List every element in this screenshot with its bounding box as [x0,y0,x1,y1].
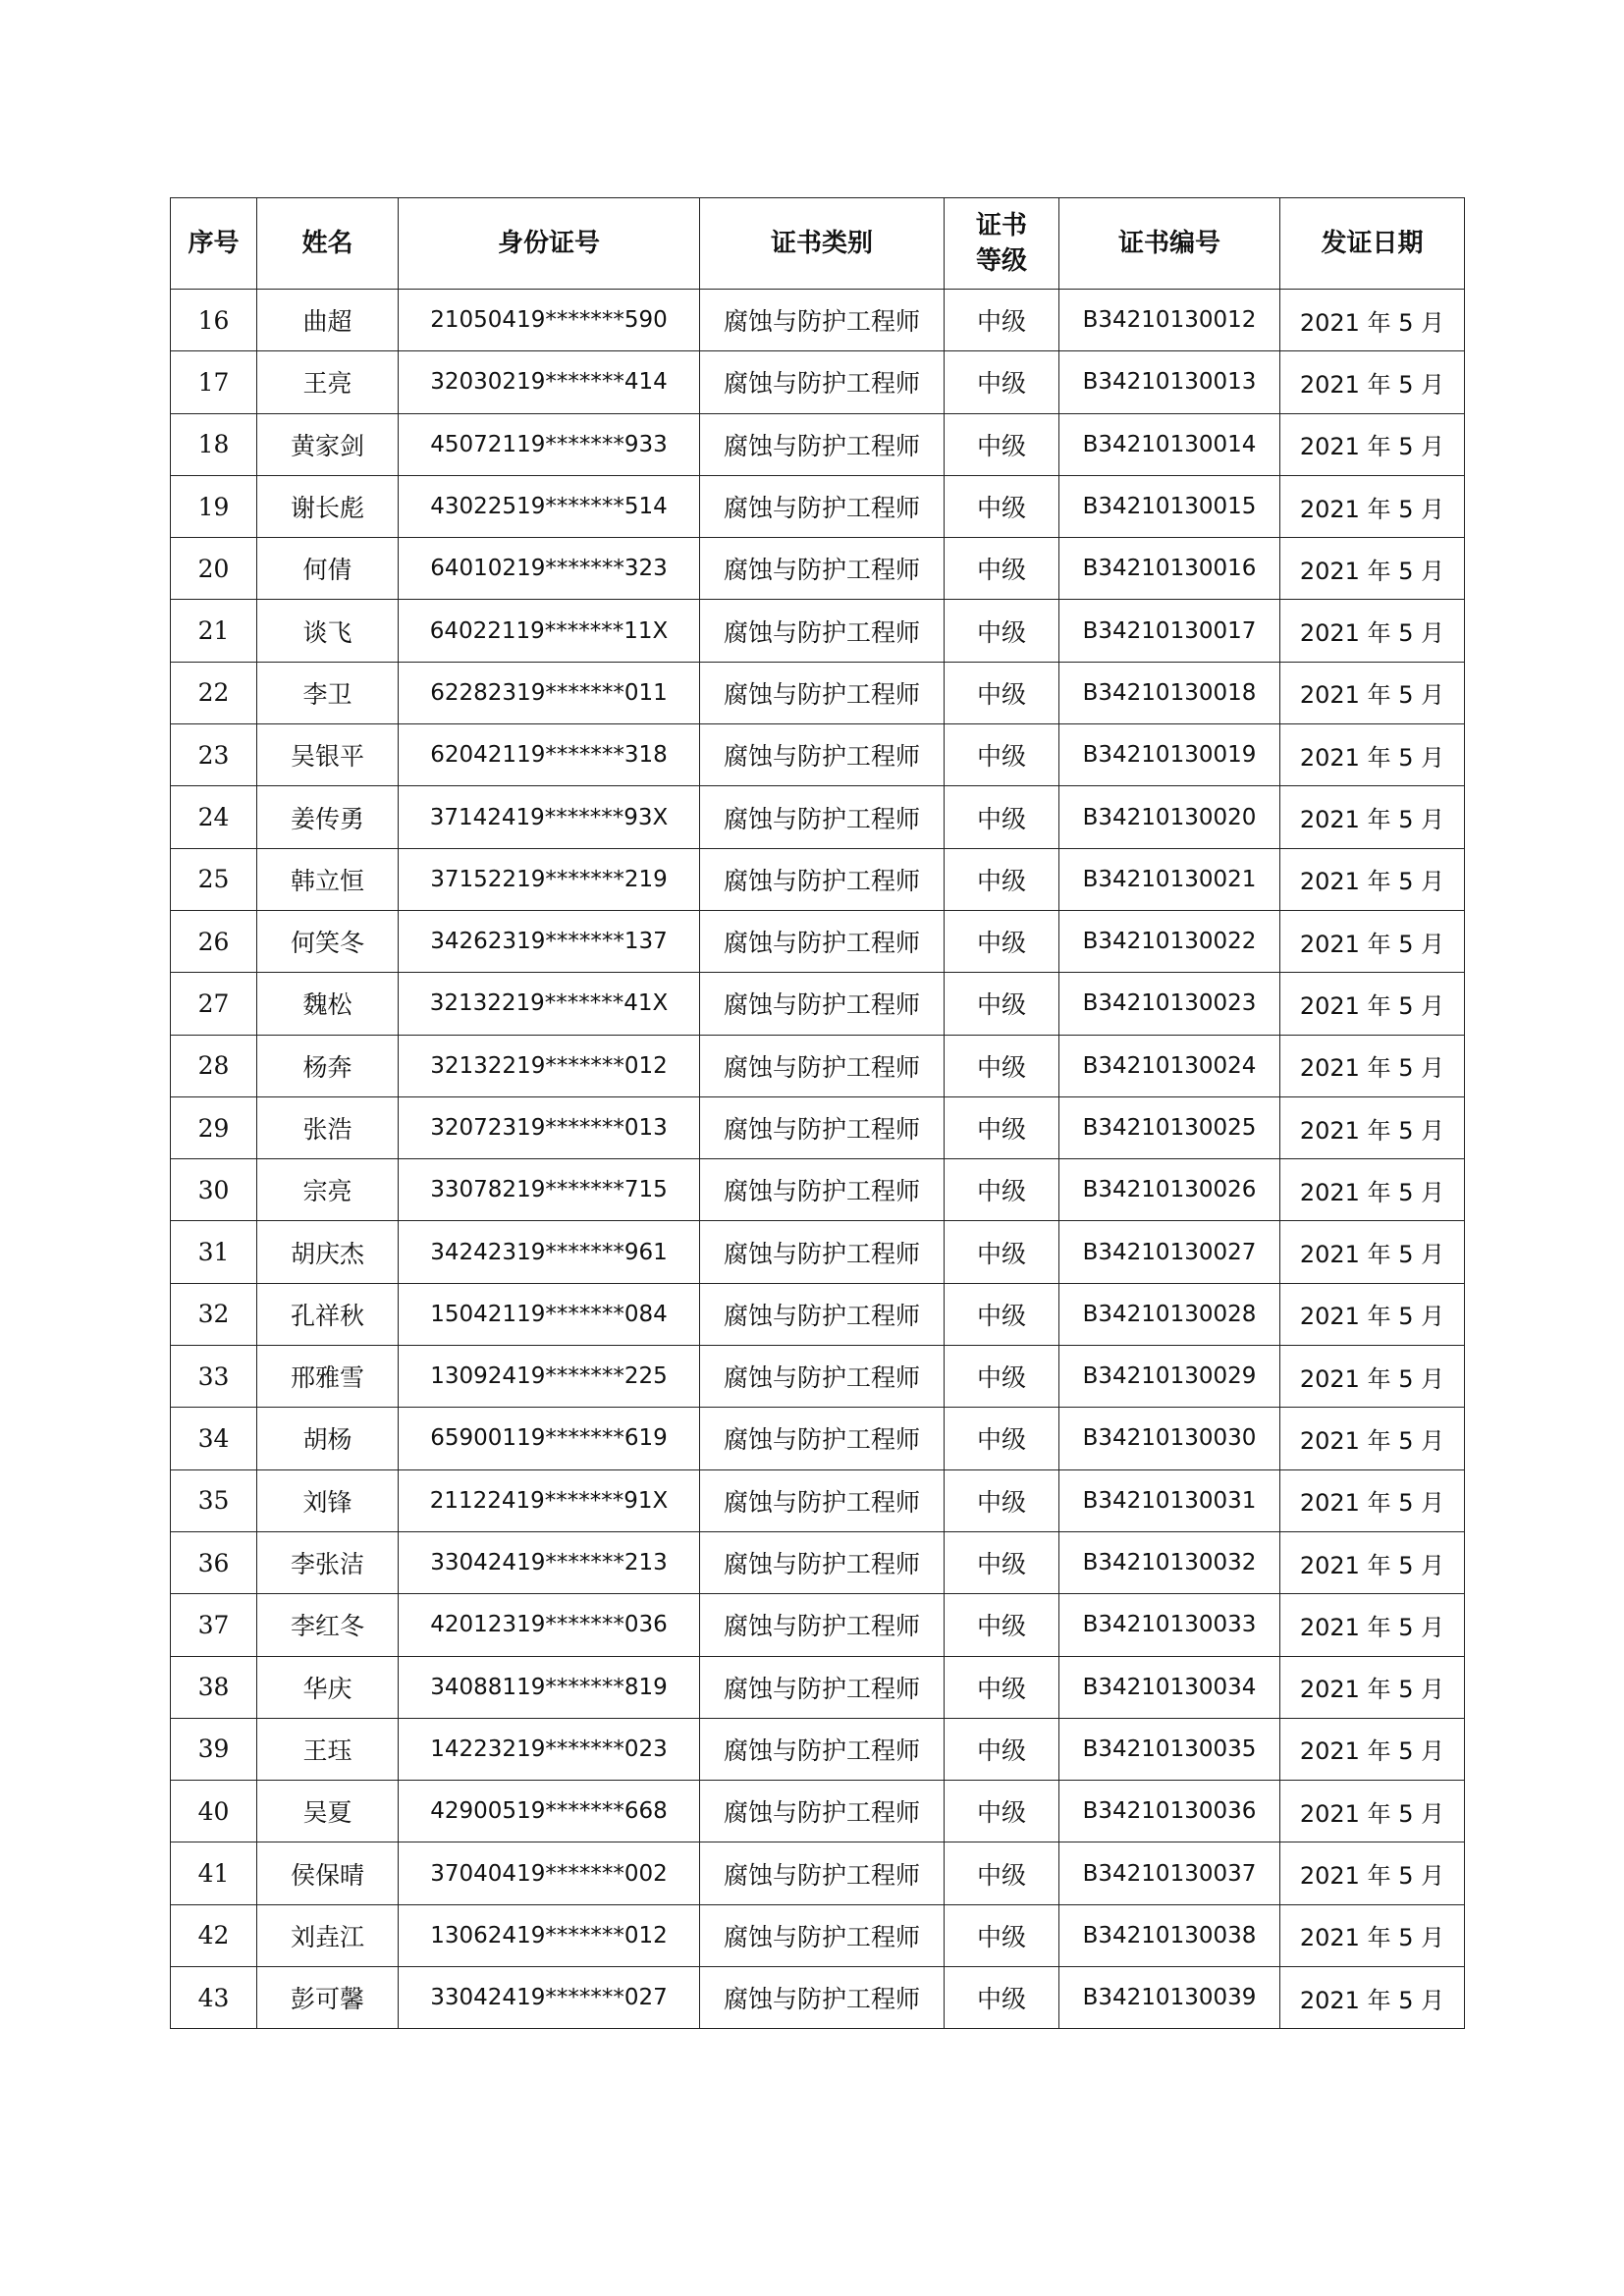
cell-name: 刘锋 [257,1469,399,1531]
cell-name: 李红冬 [257,1594,399,1656]
cell-cert-number: B34210130036 [1059,1781,1280,1842]
cell-issue-date: 2021 年 5 月 [1280,1594,1465,1656]
cell-cert-level: 中级 [945,1346,1059,1408]
cell-cert-level: 中级 [945,1531,1059,1593]
cell-name: 王珏 [257,1718,399,1780]
cell-issue-date: 2021 年 5 月 [1280,1096,1465,1158]
cell-cert-level: 中级 [945,786,1059,848]
cell-id-number: 42900519*******668 [399,1781,700,1842]
cell-cert-level: 中级 [945,662,1059,723]
cell-name: 姜传勇 [257,786,399,848]
cell-seq: 19 [171,475,257,537]
header-row [171,198,1465,290]
cell-id-number: 37152219*******219 [399,848,700,910]
cell-id-number: 43022519*******514 [399,475,700,537]
cell-cert-type: 腐蚀与防护工程师 [700,475,945,537]
cell-issue-date: 2021 年 5 月 [1280,1035,1465,1096]
cell-issue-date: 2021 年 5 月 [1280,1656,1465,1718]
cell-seq: 28 [171,1035,257,1096]
cell-cert-type: 腐蚀与防护工程师 [700,1221,945,1283]
cell-seq: 24 [171,786,257,848]
cell-cert-number: B34210130027 [1059,1221,1280,1283]
table-row [171,1781,1465,1842]
cell-id-number: 33042419*******213 [399,1531,700,1593]
cell-issue-date: 2021 年 5 月 [1280,1159,1465,1221]
header-seq: 序号 [171,198,257,290]
cell-cert-type: 腐蚀与防护工程师 [700,1531,945,1593]
cell-id-number: 62282319*******011 [399,662,700,723]
cell-cert-number: B34210130021 [1059,848,1280,910]
cell-cert-type: 腐蚀与防护工程师 [700,910,945,972]
cell-cert-type: 腐蚀与防护工程师 [700,1096,945,1158]
cell-cert-number: B34210130039 [1059,1967,1280,2029]
cell-name: 侯保晴 [257,1842,399,1904]
cell-cert-level: 中级 [945,724,1059,786]
cell-cert-level: 中级 [945,973,1059,1035]
cell-seq: 30 [171,1159,257,1221]
cell-id-number: 15042119*******084 [399,1283,700,1345]
cell-cert-type: 腐蚀与防护工程师 [700,1718,945,1780]
cell-id-number: 37142419*******93X [399,786,700,848]
cell-id-number: 32072319*******013 [399,1096,700,1158]
cell-cert-level: 中级 [945,351,1059,413]
table-row [171,1469,1465,1531]
table-row [171,290,1465,351]
cell-name: 张浩 [257,1096,399,1158]
cell-id-number: 64010219*******323 [399,538,700,600]
cell-cert-level: 中级 [945,910,1059,972]
certificate-table [170,197,1465,2029]
cell-seq: 38 [171,1656,257,1718]
cell-id-number: 21122419*******91X [399,1469,700,1531]
cell-cert-level: 中级 [945,1469,1059,1531]
table-row [171,1159,1465,1221]
table-row [171,1718,1465,1780]
cell-seq: 22 [171,662,257,723]
cell-issue-date: 2021 年 5 月 [1280,662,1465,723]
cell-cert-number: B34210130018 [1059,662,1280,723]
cell-cert-number: B34210130014 [1059,413,1280,475]
cell-seq: 16 [171,290,257,351]
table-row [171,1096,1465,1158]
cell-id-number: 21050419*******590 [399,290,700,351]
cell-issue-date: 2021 年 5 月 [1280,351,1465,413]
cell-seq: 43 [171,1967,257,2029]
cell-name: 杨奔 [257,1035,399,1096]
header-cert-level: 证书等级 [945,198,1059,290]
cell-issue-date: 2021 年 5 月 [1280,1842,1465,1904]
cell-id-number: 37040419*******002 [399,1842,700,1904]
table-row [171,973,1465,1035]
cell-issue-date: 2021 年 5 月 [1280,1346,1465,1408]
cell-cert-type: 腐蚀与防护工程师 [700,786,945,848]
cell-seq: 35 [171,1469,257,1531]
table-row [171,1842,1465,1904]
cell-cert-type: 腐蚀与防护工程师 [700,1346,945,1408]
table-row [171,1656,1465,1718]
cell-seq: 42 [171,1904,257,1966]
table-row [171,1283,1465,1345]
cell-name: 魏松 [257,973,399,1035]
cell-id-number: 33042419*******027 [399,1967,700,2029]
table-row [171,351,1465,413]
cell-cert-type: 腐蚀与防护工程师 [700,600,945,662]
cell-id-number: 45072119*******933 [399,413,700,475]
cell-name: 谢长彪 [257,475,399,537]
cell-seq: 36 [171,1531,257,1593]
cell-cert-number: B34210130032 [1059,1531,1280,1593]
cell-issue-date: 2021 年 5 月 [1280,1967,1465,2029]
cell-cert-type: 腐蚀与防护工程师 [700,1283,945,1345]
cell-cert-level: 中级 [945,1035,1059,1096]
cell-cert-level: 中级 [945,848,1059,910]
cell-name: 吴银平 [257,724,399,786]
cell-name: 李卫 [257,662,399,723]
cell-issue-date: 2021 年 5 月 [1280,290,1465,351]
cell-cert-level: 中级 [945,1718,1059,1780]
table-row [171,1035,1465,1096]
cell-cert-level: 中级 [945,1096,1059,1158]
cell-issue-date: 2021 年 5 月 [1280,413,1465,475]
cell-cert-number: B34210130024 [1059,1035,1280,1096]
cell-cert-level: 中级 [945,1159,1059,1221]
cell-name: 何倩 [257,538,399,600]
cell-cert-type: 腐蚀与防护工程师 [700,973,945,1035]
cell-issue-date: 2021 年 5 月 [1280,1904,1465,1966]
cell-seq: 33 [171,1346,257,1408]
cell-cert-number: B34210130029 [1059,1346,1280,1408]
cell-cert-type: 腐蚀与防护工程师 [700,351,945,413]
cell-cert-type: 腐蚀与防护工程师 [700,848,945,910]
table-row [171,1408,1465,1469]
header-cert-type: 证书类别 [700,198,945,290]
cell-issue-date: 2021 年 5 月 [1280,1221,1465,1283]
cell-name: 胡庆杰 [257,1221,399,1283]
cell-seq: 25 [171,848,257,910]
cell-cert-number: B34210130019 [1059,724,1280,786]
cell-cert-type: 腐蚀与防护工程师 [700,724,945,786]
cell-cert-level: 中级 [945,538,1059,600]
cell-name: 谈飞 [257,600,399,662]
table-header [171,198,1465,290]
cell-cert-level: 中级 [945,1656,1059,1718]
cell-issue-date: 2021 年 5 月 [1280,848,1465,910]
header-id-number: 身份证号 [399,198,700,290]
table-row [171,538,1465,600]
table-row [171,1904,1465,1966]
cell-name: 刘垚江 [257,1904,399,1966]
cell-id-number: 14223219*******023 [399,1718,700,1780]
cell-cert-type: 腐蚀与防护工程师 [700,413,945,475]
cell-seq: 41 [171,1842,257,1904]
cell-cert-type: 腐蚀与防护工程师 [700,1594,945,1656]
cell-name: 韩立恒 [257,848,399,910]
cell-seq: 40 [171,1781,257,1842]
cell-seq: 17 [171,351,257,413]
cell-name: 李张洁 [257,1531,399,1593]
cell-cert-level: 中级 [945,1842,1059,1904]
cell-id-number: 64022119*******11X [399,600,700,662]
header-issue-date: 发证日期 [1280,198,1465,290]
cell-cert-type: 腐蚀与防护工程师 [700,1469,945,1531]
cell-cert-number: B34210130013 [1059,351,1280,413]
cell-cert-number: B34210130028 [1059,1283,1280,1345]
cell-cert-type: 腐蚀与防护工程师 [700,1842,945,1904]
cell-cert-level: 中级 [945,1594,1059,1656]
table-row [171,413,1465,475]
cell-cert-type: 腐蚀与防护工程师 [700,290,945,351]
table-row [171,1967,1465,2029]
cell-cert-type: 腐蚀与防护工程师 [700,1781,945,1842]
cell-name: 华庆 [257,1656,399,1718]
cell-cert-number: B34210130012 [1059,290,1280,351]
cell-cert-number: B34210130035 [1059,1718,1280,1780]
cell-name: 彭可馨 [257,1967,399,2029]
cell-issue-date: 2021 年 5 月 [1280,724,1465,786]
cell-name: 吴夏 [257,1781,399,1842]
cell-cert-level: 中级 [945,413,1059,475]
table-row [171,1346,1465,1408]
cell-seq: 29 [171,1096,257,1158]
table-row [171,724,1465,786]
cell-cert-number: B34210130025 [1059,1096,1280,1158]
table-row [171,786,1465,848]
cell-issue-date: 2021 年 5 月 [1280,1781,1465,1842]
cell-cert-level: 中级 [945,1283,1059,1345]
cell-cert-level: 中级 [945,1904,1059,1966]
table-row [171,662,1465,723]
cell-cert-number: B34210130034 [1059,1656,1280,1718]
cell-cert-number: B34210130015 [1059,475,1280,537]
cell-cert-level: 中级 [945,1221,1059,1283]
cell-cert-type: 腐蚀与防护工程师 [700,1904,945,1966]
cell-cert-type: 腐蚀与防护工程师 [700,538,945,600]
cell-cert-type: 腐蚀与防护工程师 [700,1656,945,1718]
table-row [171,848,1465,910]
cell-cert-level: 中级 [945,475,1059,537]
cell-cert-number: B34210130030 [1059,1408,1280,1469]
cell-id-number: 32132219*******41X [399,973,700,1035]
cell-id-number: 33078219*******715 [399,1159,700,1221]
cell-cert-number: B34210130023 [1059,973,1280,1035]
cell-issue-date: 2021 年 5 月 [1280,1408,1465,1469]
cell-cert-type: 腐蚀与防护工程师 [700,1408,945,1469]
cell-id-number: 34088119*******819 [399,1656,700,1718]
cell-id-number: 42012319*******036 [399,1594,700,1656]
cell-cert-level: 中级 [945,1781,1059,1842]
table-row [171,475,1465,537]
header-name: 姓名 [257,198,399,290]
table-row [171,1221,1465,1283]
table-row [171,1531,1465,1593]
cell-cert-number: B34210130031 [1059,1469,1280,1531]
cell-seq: 23 [171,724,257,786]
cell-seq: 31 [171,1221,257,1283]
table-row [171,1594,1465,1656]
cell-cert-level: 中级 [945,1408,1059,1469]
cell-seq: 32 [171,1283,257,1345]
cell-issue-date: 2021 年 5 月 [1280,1283,1465,1345]
cell-seq: 26 [171,910,257,972]
cell-seq: 37 [171,1594,257,1656]
cell-name: 黄家剑 [257,413,399,475]
cell-issue-date: 2021 年 5 月 [1280,1531,1465,1593]
cell-cert-type: 腐蚀与防护工程师 [700,1035,945,1096]
cell-seq: 18 [171,413,257,475]
cell-cert-number: B34210130033 [1059,1594,1280,1656]
cell-name: 孔祥秋 [257,1283,399,1345]
cell-cert-number: B34210130016 [1059,538,1280,600]
cell-cert-type: 腐蚀与防护工程师 [700,1967,945,2029]
cell-id-number: 65900119*******619 [399,1408,700,1469]
cell-name: 何笑冬 [257,910,399,972]
cell-id-number: 62042119*******318 [399,724,700,786]
cell-name: 胡杨 [257,1408,399,1469]
cell-issue-date: 2021 年 5 月 [1280,538,1465,600]
cell-cert-number: B34210130017 [1059,600,1280,662]
cell-id-number: 32030219*******414 [399,351,700,413]
cell-name: 宗亮 [257,1159,399,1221]
cell-id-number: 13092419*******225 [399,1346,700,1408]
cell-issue-date: 2021 年 5 月 [1280,475,1465,537]
cell-id-number: 34242319*******961 [399,1221,700,1283]
cell-cert-number: B34210130022 [1059,910,1280,972]
cell-cert-type: 腐蚀与防护工程师 [700,662,945,723]
cell-cert-number: B34210130038 [1059,1904,1280,1966]
table-row [171,910,1465,972]
cell-cert-number: B34210130020 [1059,786,1280,848]
cell-seq: 21 [171,600,257,662]
cell-cert-number: B34210130026 [1059,1159,1280,1221]
cell-issue-date: 2021 年 5 月 [1280,600,1465,662]
cell-cert-type: 腐蚀与防护工程师 [700,1159,945,1221]
cell-id-number: 34262319*******137 [399,910,700,972]
cell-cert-level: 中级 [945,600,1059,662]
cell-seq: 39 [171,1718,257,1780]
cell-id-number: 32132219*******012 [399,1035,700,1096]
cell-issue-date: 2021 年 5 月 [1280,1469,1465,1531]
header-cert-number: 证书编号 [1059,198,1280,290]
cell-seq: 34 [171,1408,257,1469]
cell-cert-number: B34210130037 [1059,1842,1280,1904]
cell-id-number: 13062419*******012 [399,1904,700,1966]
cell-issue-date: 2021 年 5 月 [1280,973,1465,1035]
cell-name: 邢雅雪 [257,1346,399,1408]
cell-seq: 27 [171,973,257,1035]
table-body [171,290,1465,2029]
cell-name: 曲超 [257,290,399,351]
cell-issue-date: 2021 年 5 月 [1280,786,1465,848]
table-row [171,600,1465,662]
cell-cert-level: 中级 [945,290,1059,351]
cell-seq: 20 [171,538,257,600]
cell-issue-date: 2021 年 5 月 [1280,1718,1465,1780]
cell-issue-date: 2021 年 5 月 [1280,910,1465,972]
cell-name: 王亮 [257,351,399,413]
cell-cert-level: 中级 [945,1967,1059,2029]
